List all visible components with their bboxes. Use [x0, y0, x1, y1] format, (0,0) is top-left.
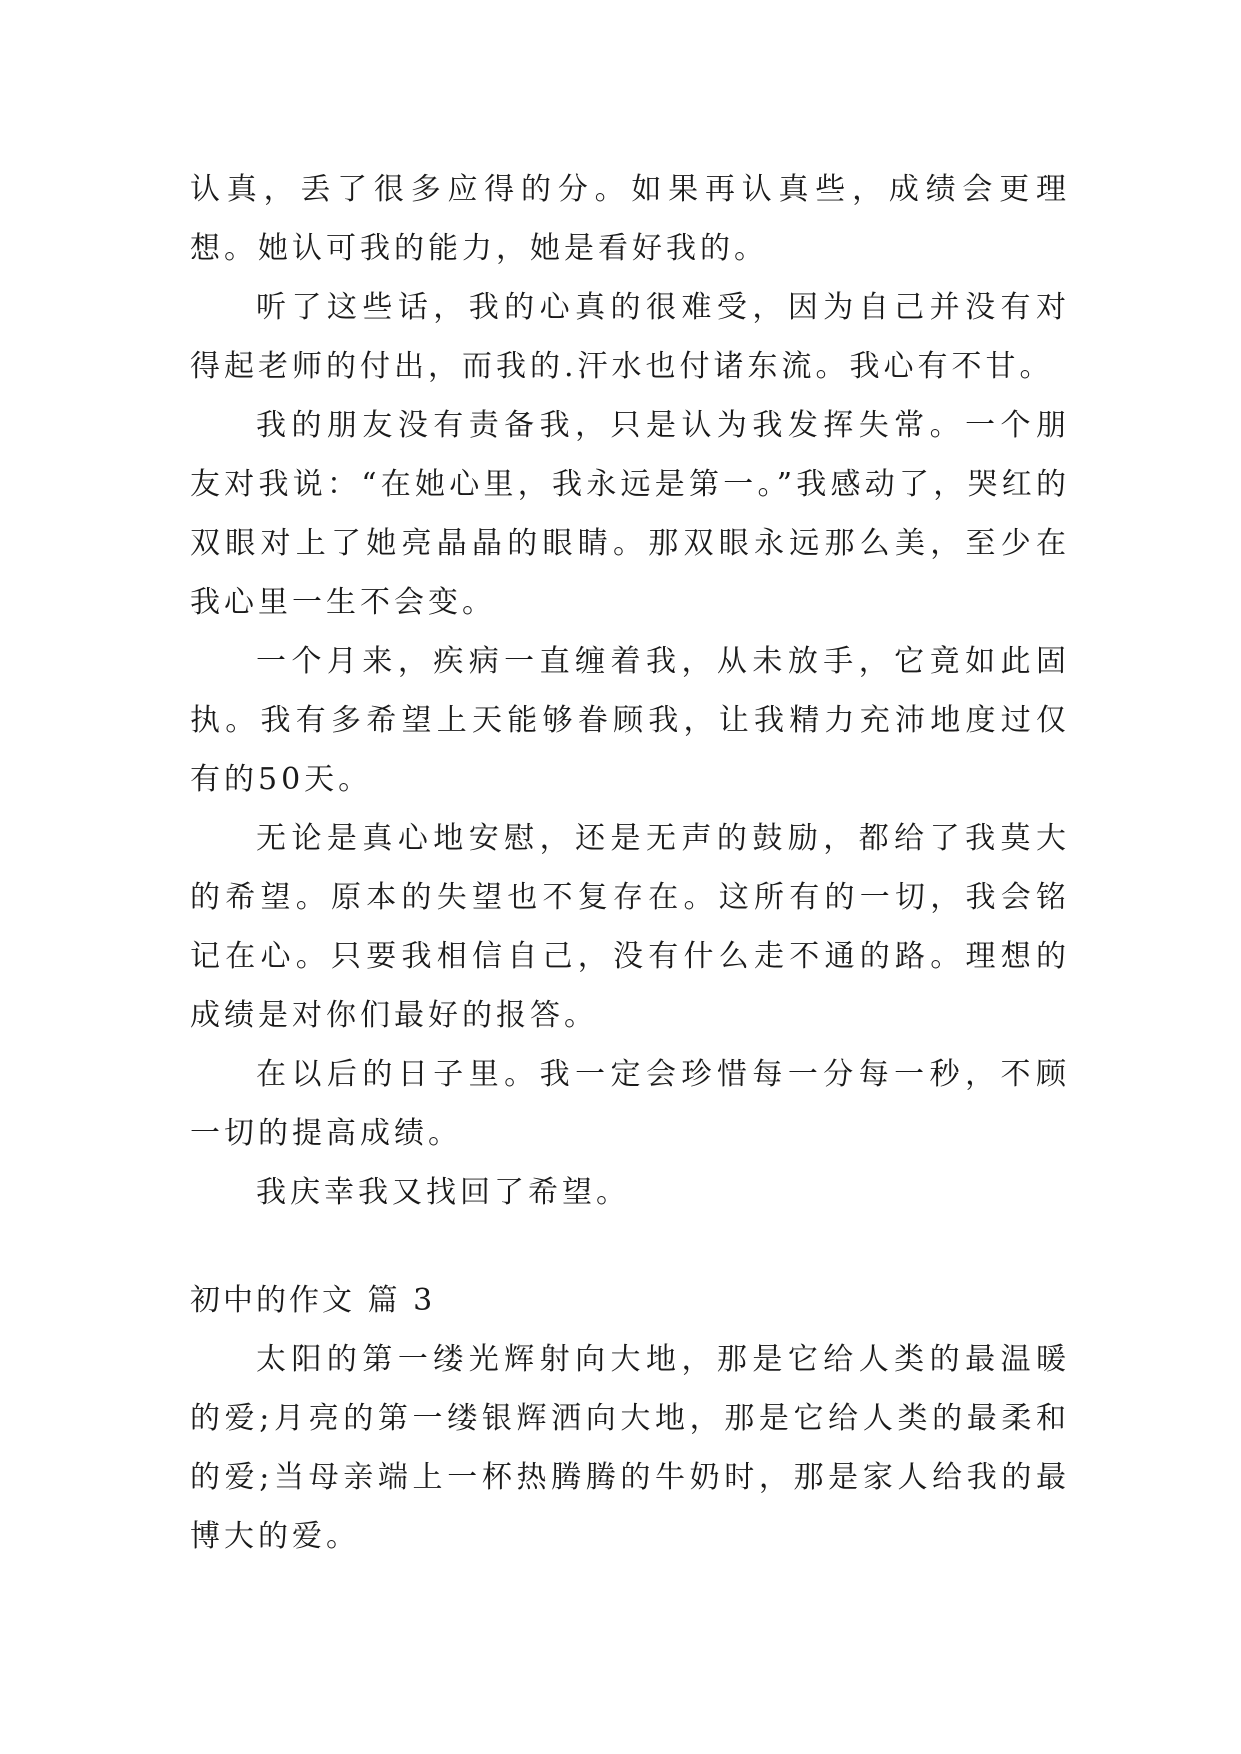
document-body [190, 160, 1070, 1566]
section-heading: 初中的作文 篇 3 [190, 1283, 436, 1318]
paragraph-1: 认真，丢了很多应得的分。如果再认真些，成绩会更理想。她认可我的能力，她是看好我的。 [190, 172, 1070, 266]
paragraph-6: 在以后的日子里。我一定会珍惜每一分每一秒，不顾一切的提高成绩。 [190, 1057, 1070, 1151]
paragraph-2: 听了这些话，我的心真的很难受，因为自己并没有对得起老师的付出，而我的.汗水也付诸东流。我心有不甘。 [190, 290, 1070, 384]
paragraph-7: 我庆幸我又找回了希望。 [256, 1175, 630, 1210]
paragraph-8: 太阳的第一缕光辉射向大地，那是它给人类的最温暖的爱;月亮的第一缕银辉洒向大地，那是它给人类的最柔和的爱;当母亲端上一杯热腾腾的牛奶时，那是家人给我的最博大的爱。 [190, 1342, 1070, 1554]
paragraph-5: 无论是真心地安慰，还是无声的鼓励，都给了我莫大的希望。原本的失望也不复存在。这所有的一切，我会铭记在心。只要我相信自己，没有什么走不通的路。理想的成绩是对你们最好的报答。 [190, 821, 1070, 1033]
paragraph-3: 我的朋友没有责备我，只是认为我发挥失常。一个朋友对我说：“在她心里，我永远是第一。”我感动了，哭红的双眼对上了她亮晶晶的眼睛。那双眼永远那么美，至少在我心里一生不会变。 [190, 408, 1070, 620]
paragraph-4: 一个月来，疾病一直缠着我，从未放手，它竟如此固执。我有多希望上天能够眷顾我，让我精力充沛地度过仅有的50天。 [190, 644, 1070, 797]
